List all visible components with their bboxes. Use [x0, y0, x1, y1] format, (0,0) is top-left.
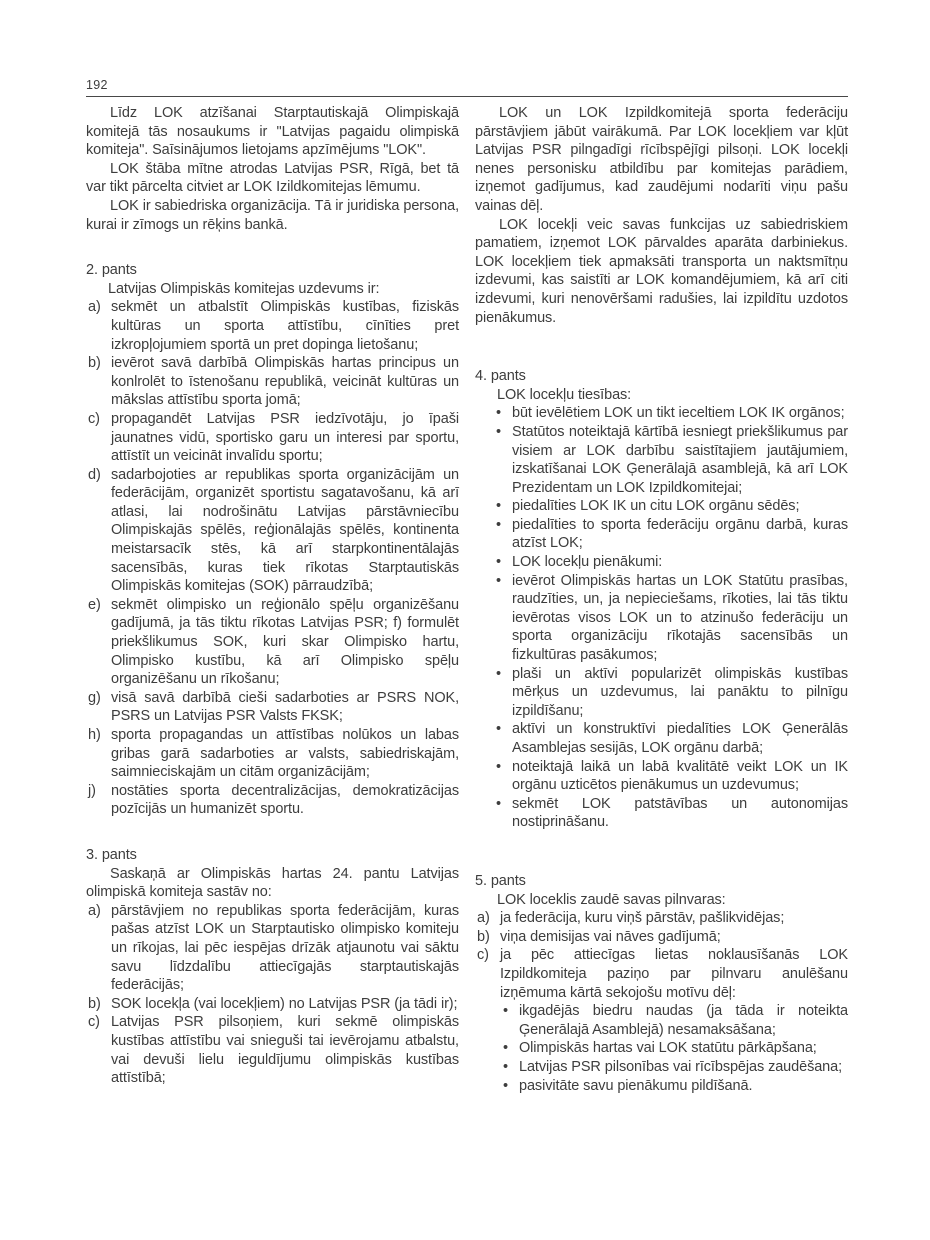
nested-bullet-list — [475, 1002, 848, 1095]
list-marker: a) — [88, 902, 101, 919]
bullet-icon: • — [496, 405, 501, 422]
section-5-pants — [475, 872, 848, 1095]
bullet-icon: • — [496, 758, 501, 775]
list-item-text: nostāties sporta decentralizācijas, demokratizācijas pozīcijās un humanizēt sportu. — [111, 782, 459, 818]
list-item-text: ievērot Olimpiskās hartas un LOK Statūtu prasības, raudzīties, un, ja nepieciešams, rīkoties, lai tās tiktu ievērotas visos LOK un to atzinušo federāciju un sporta organizāciju rīkotajās sacensībās un fizkultūras pasākumos; — [512, 572, 848, 664]
list-marker: j) — [88, 782, 96, 799]
list-item-text: noteiktajā laikā un labā kvalitātē veikt LOK un IK orgānu uzticētos pienākumus un uzdevumus; — [512, 758, 848, 794]
paragraph: LOK locekļi veic savas funkcijas uz sabiedriskiem pamatiem, izņemot LOK pārvaldes aparāta darbiniekus. LOK locekļiem tiek apmaksāti transporta un naktsmītņu izdevumi, kas saistīti ar LOK komandējumiem, kā arī citi izdevumi, kuri nenovēršami radušies, lai izpildītu uzdotos pienākumus. — [475, 216, 848, 326]
list-item-text: ikgadējās biedru naudas (ja tāda ir noteikta Ģenerālajā Asamblejā) nesamaksāšana; — [519, 1003, 848, 1038]
list-item-text: SOK locekļa (vai locekļiem) no Latvijas PSR (ja tādi ir); — [111, 995, 458, 1012]
lettered-list — [475, 909, 848, 1002]
list-item — [86, 410, 459, 466]
list-item — [475, 928, 848, 947]
list-marker: a) — [477, 910, 490, 927]
list-item-text: sekmēt un atbalstīt Olimpiskās kustības, fiziskās kultūras un sporta attīstību, cīnīties pret izkropļojumiem sportā un pret dopinga lietošanu; — [111, 299, 459, 353]
list-item-text: sporta propagandas un attīstības nolūkos un labas gribas garā sadarboties ar valsts, sabiedriskajām, saimnieciskajām un citām organizācijām; — [111, 727, 459, 781]
list-item — [475, 572, 848, 665]
left-column — [86, 104, 459, 1095]
section-heading: 2. pants — [86, 262, 137, 279]
list-item — [475, 795, 848, 832]
bullet-icon: • — [496, 665, 501, 682]
bullet-icon: • — [503, 1058, 508, 1075]
paragraph: LOK un LOK Izpildkomitejā sporta federāciju pārstāvjiem jābūt vairākumā. Par LOK locekļiem var kļūt Latvijas PSR pilngadīgi rīcībspējīgi pilsoņi. LOK locekļi nenes personisku atbildību par komitejas parādiem, izņemot gadījumus, kad zaudējumi nodarīti viņu pašu vainas dēļ. — [475, 105, 848, 214]
list-item — [475, 423, 848, 497]
list-item-text: piedalīties LOK IK un citu LOK orgānu sēdēs; — [512, 498, 800, 515]
list-item-text: viņa demisijas vai nāves gadījumā; — [500, 928, 721, 945]
list-item-text: Statūtos noteiktajā kārtībā iesniegt priekšlikumus par visiem ar LOK darbību saistītajiem jautājumiem, izskatīšanai LOK Ģenerālajā asamblejā, kā arī LOK Prezidentam un LOK Izpildkomitejai; — [512, 423, 848, 496]
page-content — [86, 78, 848, 1095]
section-intro: LOK locekļu tiesības: — [497, 386, 632, 403]
bullet-icon: • — [496, 516, 501, 533]
list-item — [86, 689, 459, 726]
right-column — [475, 104, 848, 1095]
list-item-text: būt ievēlētiem LOK un tikt ieceltiem LOK IK orgānos; — [512, 405, 845, 422]
list-item — [475, 516, 848, 553]
list-item-text: aktīvi un konstruktīvi piedalīties LOK Ģenerālās Asamblejas sesijās, LOK orgānu darbā; — [512, 721, 848, 756]
bullet-icon: • — [503, 1040, 508, 1057]
list-item-text: ja pēc attiecīgas lietas noklausīšanās LOK Izpildkomiteja paziņo par pilnvaru anulēšanu izņēmuma kārtā sekojošu motīvu dēļ: — [500, 947, 848, 1001]
bullet-icon: • — [496, 572, 501, 589]
list-item-text: ja federācija, kuru viņš pārstāv, pašlikvidējas; — [500, 910, 785, 927]
section-intro: Latvijas Olimpiskās komitejas uzdevums ir: — [108, 280, 380, 297]
bullet-icon: • — [496, 423, 501, 440]
page-number: 192 — [86, 78, 108, 92]
list-marker: c) — [477, 947, 489, 964]
bullet-icon: • — [496, 498, 501, 515]
paragraph: LOK ir sabiedriska organizācija. Tā ir juridiska persona, kurai ir zīmogs un rēķins bankā. — [86, 197, 459, 233]
list-item — [475, 404, 848, 423]
list-item — [475, 909, 848, 928]
section-intro: LOK loceklis zaudē savas pilnvaras: — [497, 891, 726, 908]
list-marker: b) — [88, 995, 101, 1012]
bullet-icon: • — [503, 1003, 508, 1020]
list-item — [475, 553, 848, 572]
list-item — [475, 1077, 848, 1096]
list-item — [86, 902, 459, 995]
bullet-icon: • — [496, 795, 501, 812]
list-marker: d) — [88, 466, 101, 483]
list-marker: b) — [88, 355, 101, 372]
list-item — [475, 946, 848, 1002]
bullet-list — [475, 404, 848, 832]
section-heading: 3. pants — [86, 846, 137, 863]
list-item-text: pasivitāte savu pienākumu pildīšanā. — [519, 1077, 753, 1094]
paragraph: LOK štāba mītne atrodas Latvijas PSR, Rīgā, bet tā var tikt pārcelta citviet ar LOK Izildkomitejas lēmumu. — [86, 160, 459, 196]
section-heading: 5. pants — [475, 872, 526, 889]
paragraph: Līdz LOK atzīšanai Starptautiskajā Olimpiskajā komitejā tās nosaukums ir "Latvijas pagaidu olimpiskā komiteja". Saīsinājumos lietojams apzīmējums "LOK". — [86, 105, 459, 159]
list-item — [86, 596, 459, 689]
bullet-icon: • — [496, 721, 501, 738]
list-item-text: Olimpiskās hartas vai LOK statūtu pārkāpšana; — [519, 1040, 817, 1057]
lettered-list — [86, 902, 459, 1088]
section-3-pants — [86, 846, 459, 1088]
list-marker: e) — [88, 596, 101, 613]
list-item — [86, 1013, 459, 1087]
list-marker: c) — [88, 1014, 100, 1031]
list-item-text: LOK locekļu pienākumi: — [512, 554, 663, 571]
header-rule — [86, 96, 848, 97]
lettered-list — [86, 298, 459, 819]
list-item-text: pārstāvjiem no republikas sporta federācijām, kuras pašas atzīst LOK un Starptautisko olimpisko komiteju un rīkojas, lai pēc iespējas drīzāk atjaunotu vai sāktu savu līdzdalību attiecīgajās starptautiskajās federācijās; — [111, 902, 459, 994]
list-item-text: plaši un aktīvi popularizēt olimpiskās kustības mērķus un uzdevumus, lai panāktu to pilnīgu izpildīšanu; — [512, 665, 848, 719]
list-item-text: propagandēt Latvijas PSR iedzīvotāju, jo īpaši jaunatnes vidū, sportisko garu un interesi par sportu, attīstīt un veicināt invalīdu sportu; — [111, 410, 459, 465]
list-marker: a) — [88, 299, 101, 316]
list-item — [475, 1002, 848, 1039]
list-item — [475, 1039, 848, 1058]
list-item — [86, 995, 459, 1014]
section-intro: Saskaņā ar Olimpiskās hartas 24. pantu Latvijas olimpiskā komiteja sastāv no: — [86, 865, 459, 901]
list-item-text: sekmēt LOK patstāvības un autonomijas nostiprināšanu. — [512, 795, 848, 831]
list-item — [475, 720, 848, 757]
list-item — [86, 782, 459, 819]
list-item — [86, 466, 459, 596]
two-column-layout — [86, 104, 848, 1095]
list-marker: h) — [88, 727, 101, 743]
list-item — [86, 298, 459, 354]
list-marker: b) — [477, 928, 490, 945]
list-item — [475, 665, 848, 721]
list-item — [86, 354, 459, 410]
list-item-text: piedalīties to sporta federāciju orgānu darbā, kuras atzīst LOK; — [512, 516, 848, 552]
section-heading: 4. pants — [475, 368, 526, 385]
list-item-text: ievērot savā darbībā Olimpiskās hartas principus un konlrolēt to īstenošanu republikā, veicināt kultūras un mākslas attīstību sporta jomā; — [111, 355, 459, 409]
section-2-pants — [86, 261, 459, 819]
bullet-icon: • — [496, 554, 501, 571]
list-item — [475, 1058, 848, 1077]
list-item-text: sadarbojoties ar republikas sporta organizācijām un federācijām, organizēt sportistu sagatavošanu, kā arī atlasi, lai nodrošinātu Latvijas pārstāvniecību Olimpiskajās spēlēs, reģionālajās spēlēs, kontinenta meistarsacīk stēs, kā arī starpkontinentālajās sacensībās, kuras tiek rīkotas Starptautiskās Olimpiskās komitejas (SOK) pārraudzībā; — [111, 466, 459, 595]
list-item-text: sekmēt olimpisko un reģionālo spēļu organizēšanu gadījumā, ja tās tiktu rīkotas Latvijas PSR; f) formulēt priekšlikumus SOK, kuri skar Olimpisko hartu, Olimpisko kustību, kā arī Olimpisko spēļu organizēšanu un rīkošanu; — [111, 596, 459, 688]
list-marker: c) — [88, 410, 100, 427]
list-item-text: Latvijas PSR pilsoņiem, kuri sekmē olimpiskās kustības attīstību vai snieguši tai ievērojamu atbalstu, vai devuši lielu ieguldījumu olimpiskās kustības attīstībā; — [111, 1014, 459, 1087]
bullet-icon: • — [503, 1077, 508, 1094]
section-4-pants — [475, 367, 848, 832]
list-item — [475, 497, 848, 516]
list-item — [475, 758, 848, 795]
list-marker: g) — [88, 689, 101, 706]
list-item — [86, 726, 459, 782]
list-item-text: Latvijas PSR pilsonības vai rīcībspējas zaudēšana; — [519, 1058, 843, 1075]
list-item-text: visā savā darbībā cieši sadarboties ar PSRS NOK, PSRS un Latvijas PSR Valsts FKSK; — [111, 689, 459, 725]
